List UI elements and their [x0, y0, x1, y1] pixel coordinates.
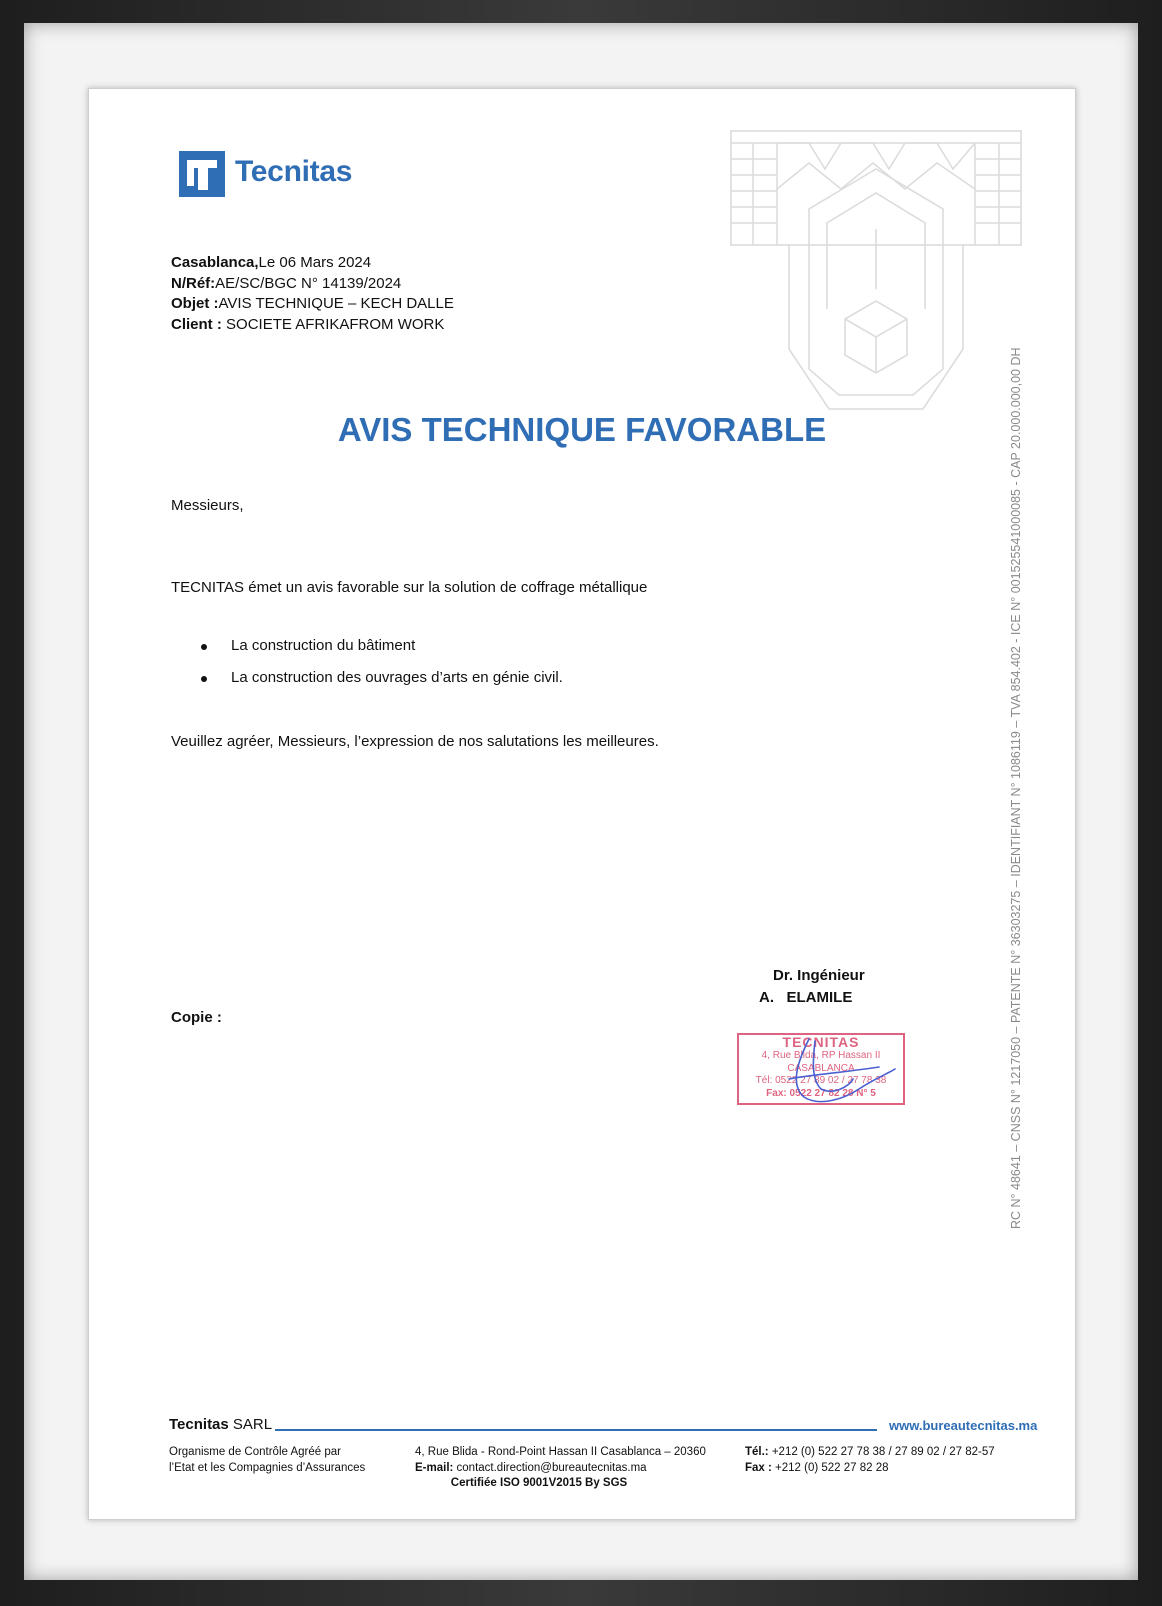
footer-organization: Organisme de Contrôle Agréé par l’Etat et les Compagnies d’Assurances	[169, 1446, 366, 1474]
footer-address: 4, Rue Blida - Rond-Point Hassan II Casablanca – 20360 E-mail: contact.direction@bureautecnitas.ma	[415, 1446, 706, 1474]
watermark-logo-icon	[729, 129, 1029, 419]
signatory-title: Dr. Ingénieur	[773, 967, 865, 984]
legal-registration-text: RC N° 48641 – CNSS N° 1217050 – PATENTE N° 36303275 – IDENTIFIANT N° 1086119 – TVA 854.402 - ICE N° 001525541000085 - CAP 20.000.000,00 DH	[1009, 347, 1023, 1229]
list-item: La construction du bâtiment	[201, 637, 563, 669]
document-page	[88, 88, 1076, 1520]
logo-wordmark: Tecnitas	[235, 155, 353, 188]
bullet-list	[201, 637, 563, 701]
list-item: La construction des ouvrages d’arts en génie civil.	[201, 669, 563, 701]
stamp-city: CASABLANCA	[787, 1062, 855, 1074]
stamp-address: 4, Rue Blida, RP Hassan II	[761, 1050, 881, 1061]
reference-line: N/Réf:AE/SC/BGC N° 14139/2024	[171, 274, 402, 292]
document-title: AVIS TECHNIQUE FAVORABLE	[337, 411, 827, 448]
stamp-fax: Fax: 0522 27 82 28 N° 5	[766, 1087, 876, 1099]
object-line: Objet :AVIS TECHNIQUE – KECH DALLE	[171, 295, 454, 312]
signatory-name: A. ELAMILE	[759, 989, 853, 1006]
footer-fax: +212 (0) 522 27 82 28	[771, 1461, 889, 1474]
footer-phone: +212 (0) 522 27 78 38 / 27 89 02 / 27 82-57	[768, 1446, 995, 1458]
footer-email[interactable]: contact.direction@bureautecnitas.ma	[453, 1461, 647, 1474]
footer-divider	[275, 1429, 877, 1431]
client-line: Client : SOCIETE AFRIKAFROM WORK	[171, 315, 445, 333]
copy-label: Copie :	[171, 1009, 222, 1026]
stamp-company-name: TECNITAS	[782, 1034, 860, 1050]
handwritten-signature-icon	[749, 1029, 899, 1109]
stamp-phone: Tél: 0522 27 89 02 / 27 78 38	[755, 1075, 887, 1086]
footer-website-link[interactable]: www.bureautecnitas.ma	[889, 1418, 1038, 1433]
intro-paragraph: TECNITAS émet un avis favorable sur la solution de coffrage métallique	[171, 579, 648, 596]
footer-contacts: Tél.: +212 (0) 522 27 78 38 / 27 89 02 / 27 82-57 Fax : +212 (0) 522 27 82 28	[745, 1446, 995, 1474]
footer-brand: Tecnitas SARL	[169, 1416, 273, 1433]
letter-meta	[171, 253, 454, 335]
date-line: Casablanca,Le 06 Mars 2024	[171, 254, 372, 271]
closing-paragraph: Veuillez agréer, Messieurs, l’expression de nos salutations les meilleures.	[171, 733, 659, 750]
footer-certification: Certifiée ISO 9001V2015 By SGS	[450, 1477, 628, 1489]
tecnitas-logo-icon	[179, 151, 225, 197]
salutation: Messieurs,	[171, 497, 244, 514]
